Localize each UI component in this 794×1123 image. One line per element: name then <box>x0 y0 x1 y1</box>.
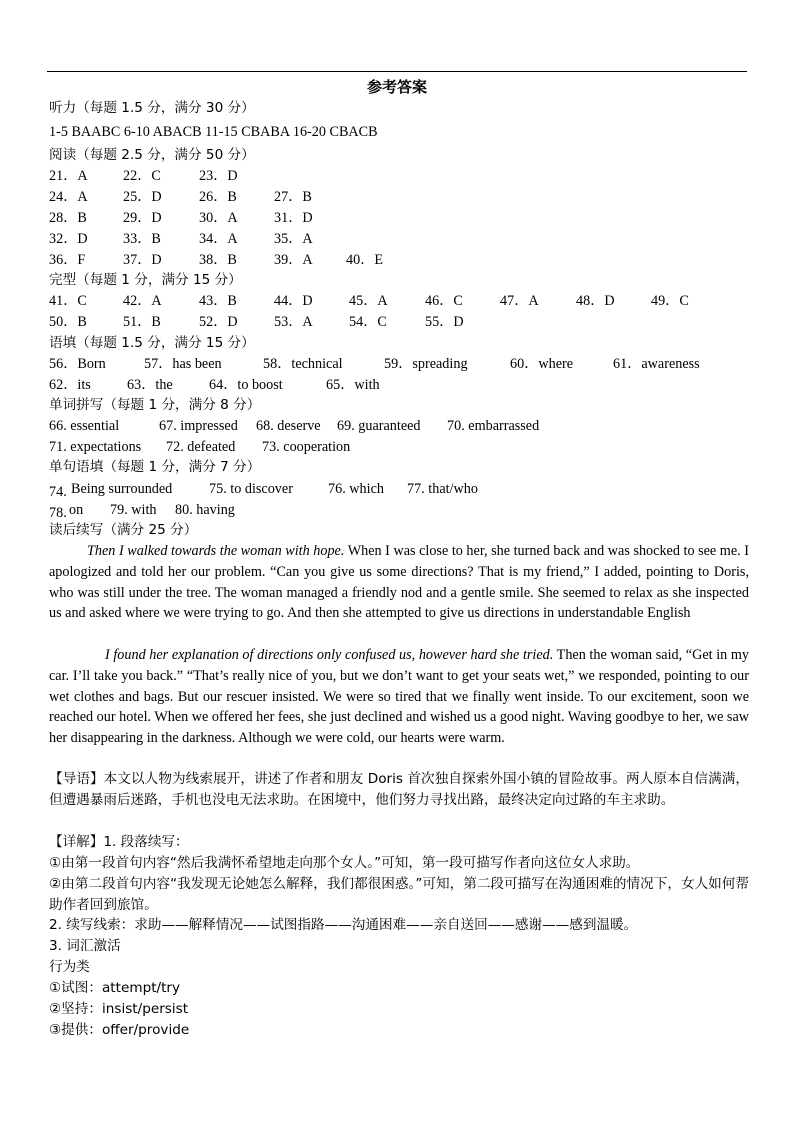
answer-cell: 44．D <box>274 293 313 309</box>
grammar-fill-heading: 语填（每题 1.5 分，满分 15 分） <box>49 335 255 351</box>
cloze-heading: 完型（每题 1 分，满分 15 分） <box>49 272 242 288</box>
paragraph-lead: Then I walked towards the woman with hope. <box>87 543 345 559</box>
continuation-heading: 读后续写（满分 25 分） <box>49 522 198 538</box>
answer-cell: 64．to boost <box>209 377 283 393</box>
answer-cell: 24．A <box>49 189 88 205</box>
detail-point-1: ①由第一段首句内容“然后我满怀希望地走向那个女人。”可知，第一段可描写作者向这位女人求助。 <box>49 855 640 871</box>
answer-cell: 36．F <box>49 252 86 268</box>
answer-cell: 28．B <box>49 210 87 226</box>
answer-cell: 45．A <box>349 293 388 309</box>
answer-cell: 21．A <box>49 168 88 184</box>
detail-intro: 【详解】1. 段落续写： <box>49 834 189 850</box>
reading-heading: 阅读（每题 2.5 分，满分 50 分） <box>49 147 255 163</box>
paragraph-lead: I found her explanation of directions only confused us, however hard she tried. <box>105 647 554 663</box>
paragraph-body: Then the woman said, “Get in my car. I’ll take you back.” “That’s really nice of you, but we don’t want to get your seats wet,” we responded, pointing to our wet clothes and bags. But our rescuer insisted. We were so tired that we finally went inside. To our excitement, soon we reached our hotel. When we offered her fees, she just declined and wished us a good night. Waving goodbye to her, we saw her disappearing in the darkness. Although we were cold, our hearts were warm. <box>49 647 749 747</box>
listening-answers: 1-5 BAABC 6-10 ABACB 11-15 CBABA 16-20 CBACB <box>49 124 378 140</box>
answer-cell: 63．the <box>127 377 173 393</box>
continuation-paragraph-2 <box>49 645 749 749</box>
answer-cell: 80. having <box>175 502 235 518</box>
answer-cell: 23．D <box>199 168 238 184</box>
vocab-item: ①试图：attempt/try <box>49 980 181 996</box>
page-title: 参考答案 <box>366 78 427 96</box>
answer-cell: 27．B <box>274 189 312 205</box>
vocab-item: ③提供：offer/provide <box>49 1022 190 1038</box>
answer-cell: 70. embarrassed <box>447 418 540 434</box>
answer-cell: 38．B <box>199 252 237 268</box>
sentence-fill-heading: 单句语填（每题 1 分，满分 7 分） <box>49 459 261 475</box>
paragraph-body: When I was close to her, she turned back and was shocked to see me. I apologized and told her our problem. “Can you give us some directions? That is my friend,” I added, pointing to Doris, who was still under the tree. The woman managed a friendly nod and a gentle smile. She seemed to relax as she inspected us and asked where we were trying to go. And then she attempted to give us directions in understandable English <box>49 543 749 622</box>
answer-cell: 73. cooperation <box>262 439 351 455</box>
answer-cell: 29．D <box>123 210 162 226</box>
guide-paragraph: 【导语】本文以人物为线索展开，讲述了作者和朋友 Doris 首次独自探索外国小镇的冒险故事。两人原本自信满满，但遭遇暴雨后迷路，手机也没电无法求助。在困境中，他们努力寻找出路，最终决定向过路的车主求助。 <box>49 771 749 808</box>
answer-cell: 40．E <box>346 252 384 268</box>
answer-cell: 58．technical <box>263 356 343 372</box>
answer-cell: 61．awareness <box>613 356 700 372</box>
answer-cell: 72. defeated <box>166 439 236 455</box>
answer-cell: 53．A <box>274 314 313 330</box>
answer-cell: 60．where <box>510 356 574 372</box>
detail-clues: 2. 续写线索：求助——解释情况——试图指路——沟通困难——亲自送回——感谢——感到温暖。 <box>49 917 638 933</box>
answer-cell: 57．has been <box>144 356 222 372</box>
answer-cell: 76. which <box>328 481 384 497</box>
answer-cell: 31．D <box>274 210 313 226</box>
answer-cell: on <box>69 502 84 518</box>
answer-cell: 46．C <box>425 293 463 309</box>
answer-cell: 37．D <box>123 252 162 268</box>
question-number: 74. <box>49 484 67 500</box>
vocab-heading: 3. 词汇激活 <box>49 938 121 954</box>
answer-cell: 52．D <box>199 314 238 330</box>
answer-cell: Being surrounded <box>71 481 173 497</box>
listening-heading: 听力（每题 1.5 分，满分 30 分） <box>49 100 255 116</box>
answer-cell: 56．Born <box>49 356 106 372</box>
answer-cell: 69. guaranteed <box>337 418 421 434</box>
answer-cell: 66. essential <box>49 418 120 434</box>
answer-cell: 62．its <box>49 377 91 393</box>
answer-cell: 41．C <box>49 293 87 309</box>
answer-cell: 77. that/who <box>407 481 478 497</box>
answer-cell: 26．B <box>199 189 237 205</box>
answer-cell: 50．B <box>49 314 87 330</box>
vocab-item: ②坚持：insist/persist <box>49 1001 189 1017</box>
answer-cell: 65．with <box>326 377 380 393</box>
answer-cell: 55．D <box>425 314 464 330</box>
answer-cell: 67. impressed <box>159 418 238 434</box>
answer-cell: 32．D <box>49 231 88 247</box>
answer-cell: 54．C <box>349 314 387 330</box>
answer-cell: 59．spreading <box>384 356 468 372</box>
answer-cell: 39．A <box>274 252 313 268</box>
answer-cell: 48．D <box>576 293 615 309</box>
top-rule <box>47 71 747 72</box>
answer-cell: 71. expectations <box>49 439 142 455</box>
spelling-heading: 单词拼写（每题 1 分，满分 8 分） <box>49 397 261 413</box>
answer-cell: 79. with <box>110 502 157 518</box>
answer-cell: 25．D <box>123 189 162 205</box>
answer-cell: 49．C <box>651 293 689 309</box>
answer-cell: 42．A <box>123 293 162 309</box>
answer-cell: 35．A <box>274 231 313 247</box>
detail-point-2: ②由第二段首句内容“我发现无论她怎么解释，我们都很困惑。”可知，第二段可描写在沟通困难的情况下，女人如何帮助作者回到旅馆。 <box>49 876 749 913</box>
answer-cell: 30．A <box>199 210 238 226</box>
answer-cell: 33．B <box>123 231 161 247</box>
answer-cell: 51．B <box>123 314 161 330</box>
answer-cell: 22．C <box>123 168 161 184</box>
answer-cell: 43．B <box>199 293 237 309</box>
vocab-category-label: 行为类 <box>49 959 90 975</box>
question-number: 78. <box>49 505 67 521</box>
continuation-paragraph-1 <box>49 541 749 624</box>
answer-cell: 68. deserve <box>256 418 321 434</box>
answer-cell: 47．A <box>500 293 539 309</box>
answer-cell: 34．A <box>199 231 238 247</box>
answer-cell: 75. to discover <box>209 481 293 497</box>
